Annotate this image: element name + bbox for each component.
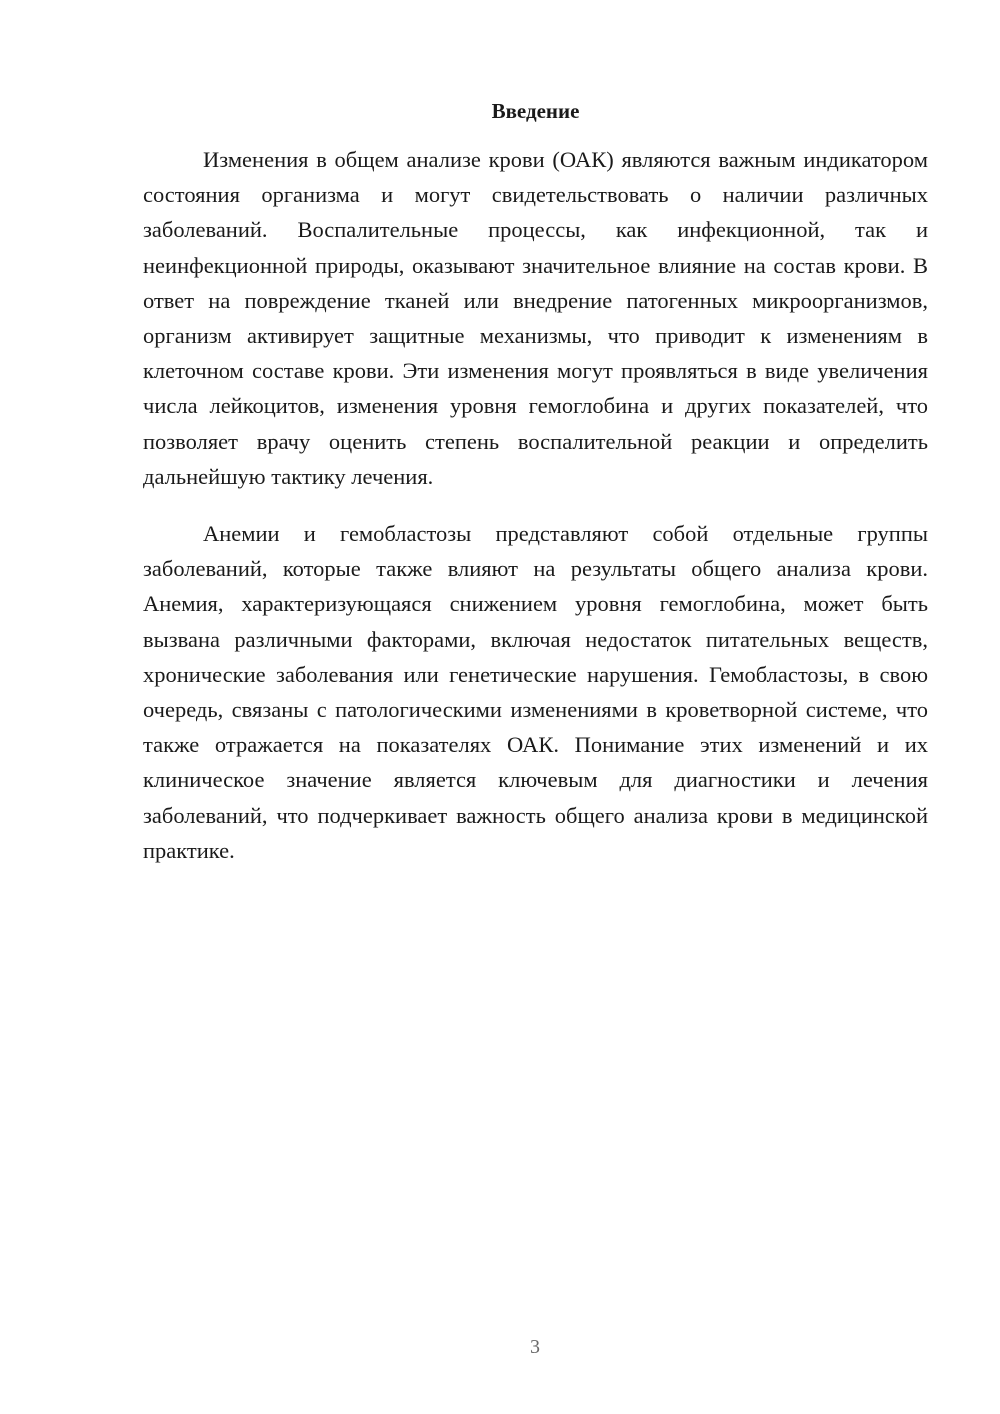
- page-number: 3: [530, 1336, 540, 1358]
- section-heading: Введение: [491, 99, 580, 123]
- paragraph-2: Анемии и гемобластозы представляют собой отдельные группы заболеваний, которые также влияют на результаты общего анализа крови. Анемия, характеризующаяся снижением уровня гемоглобина, может быть вызвана различными факторами, включая недостаток питательных веществ, хронические заболевания или генетические нарушения. Гемобластозы, в свою очередь, связаны с патологическими изменениями в кроветворной системе, что также отражается на показателях ОАК. Понимание этих изменений и их клиническое значение является ключевым для диагностики и лечения заболеваний, что подчеркивает важность общего анализа крови в медицинской практике.: [143, 521, 928, 863]
- paragraph-1: Изменения в общем анализе крови (ОАК) являются важным индикатором состояния организма и могут свидетельствовать о наличии различных заболеваний. Воспалительные процессы, как инфекционной, так и неинфекционной природы, оказывают значительное влияние на состав крови. В ответ на повреждение тканей или внедрение патогенных микроорганизмов, организм активирует защитные механизмы, что приводит к изменениям в клеточном составе крови. Эти изменения могут проявляться в виде увеличения числа лейкоцитов, изменения уровня гемоглобина и других показателей, что позволяет врачу оценить степень воспалительной реакции и определить дальнейшую тактику лечения.: [143, 147, 928, 489]
